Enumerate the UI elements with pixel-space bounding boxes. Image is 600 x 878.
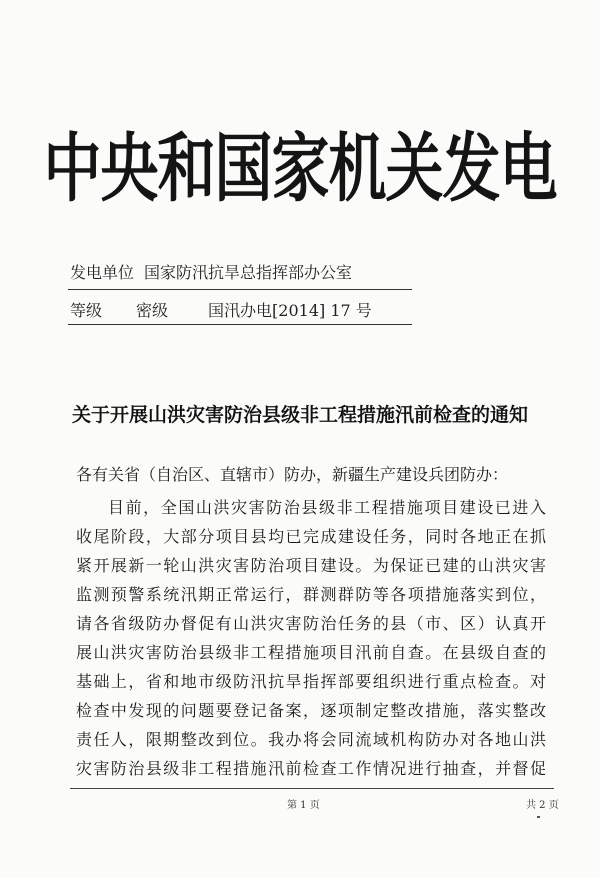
masthead-title: 中央和国家机关发电	[43, 124, 557, 212]
sender-label: 发电单位	[70, 263, 135, 282]
body-line: 灾害防治县级非工程措施汛前检查工作情况进行抽查，并督促	[76, 759, 546, 778]
grade-row	[70, 300, 410, 322]
body-line: 目前，全国山洪灾害防治县级非工程措施项目建设已进入	[108, 498, 546, 517]
document-title: 关于开展山洪灾害防治县级非工程措施汛前检查的通知	[71, 404, 528, 426]
sender-row	[70, 262, 410, 284]
body-text	[76, 493, 546, 783]
header-divider-1	[68, 289, 412, 290]
body-line: 检查中发现的问题要登记备案，逐项制定整改措施，落实整改	[76, 701, 546, 720]
document-number: 国汛办电[2014] 17 号	[208, 301, 372, 320]
salutation: 各有关省（自治区、直辖市）防办，新疆生产建设兵团防办：	[76, 465, 509, 484]
body-line: 责任人，限期整改到位。我办将会同流域机构防办对各地山洪	[76, 730, 546, 749]
body-line: 收尾阶段，大部分项目县均已完成建设任务，同时各地正在抓	[76, 527, 546, 546]
scan-mark	[537, 816, 540, 818]
grade-label: 等级	[70, 301, 103, 320]
security-label: 密级	[136, 301, 169, 320]
header-divider-2	[68, 324, 412, 325]
page-number: 第 1 页	[287, 800, 320, 811]
footer-divider	[70, 788, 554, 789]
body-line: 基础上，省和地市级防汛抗旱指挥部要组织进行重点检查。对	[76, 672, 546, 691]
body-line: 紧开展新一轮山洪灾害防治项目建设。为保证已建的山洪灾害	[76, 556, 546, 575]
body-line: 展山洪灾害防治县级非工程措施项目汛前自查。在县级自查的	[76, 643, 546, 662]
body-line: 请各省级防办督促有山洪灾害防治任务的县（市、区）认真开	[76, 614, 546, 633]
sender-value: 国家防汛抗旱总指挥部办公室	[144, 263, 353, 282]
total-pages: 共 2 页	[526, 800, 559, 811]
body-line: 监测预警系统汛期正常运行，群测群防等各项措施落实到位，	[76, 585, 546, 604]
